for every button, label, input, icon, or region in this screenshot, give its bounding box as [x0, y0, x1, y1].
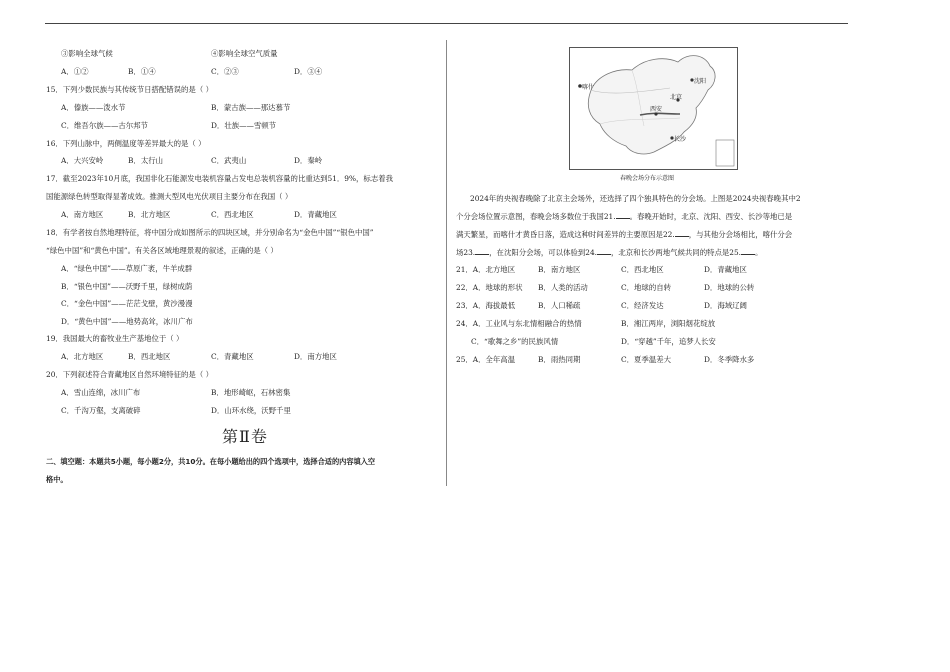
header-rule — [45, 23, 848, 24]
q23-choice-b: B．人口稀疏 — [538, 301, 581, 310]
blank-25[interactable] — [741, 248, 755, 255]
blank-21[interactable] — [616, 212, 630, 219]
q19-stem: 19．我国最大的畜牧业生产基地位于（ ） — [46, 334, 184, 343]
q15-stem: 15．下列少数民族与其传统节日搭配错误的是（ ） — [46, 85, 213, 94]
q22-choice-d: D．地球的公转 — [704, 283, 755, 292]
q20-choice-b: B．地形崎岖，石林密集 — [211, 388, 291, 397]
passage-line4c: ，北京和长沙两地气候共同的特点是25. — [611, 248, 742, 257]
q20-choice-c: C．千沟万壑，支离破碎 — [61, 406, 141, 415]
q14-choice-b: B．①④ — [128, 67, 156, 76]
q15-choice-b: B．蒙古族——那达慕节 — [211, 103, 291, 112]
q18-line1: 18．有学者按自然地理特征，将中国分成如图所示的四块区域，并分别命名为“金色中国”“银色中国” — [46, 228, 374, 237]
passage-line2a: 个分会场位置示意图，春晚会场多数位于我国21. — [456, 212, 616, 221]
passage-line2b: 。春晚开始时，北京、沈阳、西安、长沙等地已是 — [629, 212, 793, 221]
q17-line1: 17．截至2023年10月底，我国非化石能源发电装机容量占发电总装机容量的比重达到51．9%，标志着我 — [46, 174, 393, 183]
q17-choice-d: D．青藏地区 — [294, 210, 337, 219]
map-label-shenyang: 沈阳 — [694, 78, 707, 85]
q21-choice-c: C．西北地区 — [621, 265, 664, 274]
q24-choice-c: C．“歌舞之乡”的民族风情 — [471, 337, 559, 346]
q24-choice-a: 24．A．工业风与东北情相融合的热情 — [456, 319, 582, 328]
q25-choice-c: C．夏季温差大 — [621, 355, 671, 364]
blank-22[interactable] — [675, 230, 689, 237]
q17-choice-a: A．南方地区 — [61, 210, 104, 219]
q24-choice-d: D．“穿越”千年，追梦人长安 — [621, 337, 716, 346]
q18-line2: “绿色中国”和“黄色中国”。有关各区域地理景观的叙述，正确的是（ ） — [46, 246, 278, 255]
q21-choice-a: 21．A．北方地区 — [456, 265, 516, 274]
q19-choice-a: A．北方地区 — [61, 352, 104, 361]
q16-stem: 16．下列山脉中，两侧温度等差异最大的是（ ） — [46, 139, 206, 148]
blank-23[interactable] — [475, 248, 489, 255]
passage-line3a: 满天繁星，而喀什才黄昏日落，造成这种时间差异的主要原因是22. — [456, 230, 675, 239]
instructions-line1: 二、填空题：本题共5小题，每小题2分，共10分。在每小题给出的四个选项中，选择合适的内容填入空 — [46, 457, 376, 466]
q20-stem: 20．下列叙述符合青藏地区自然环境特征的是（ ） — [46, 370, 213, 379]
q23-choice-d: D．海域辽阔 — [704, 301, 747, 310]
q22-choice-b: B．人类的活动 — [538, 283, 588, 292]
q20-choice-d: D．山环水绕，沃野千里 — [211, 406, 291, 415]
q24-choice-b: B．湘江两岸，浏阳烟花绽放 — [621, 319, 716, 328]
section-title: 第Ⅱ卷 — [222, 427, 268, 446]
map-caption: 春晚会场分布示意图 — [620, 175, 675, 182]
blank-24[interactable] — [597, 248, 611, 255]
map-label-kashgar: 喀什 — [582, 84, 595, 91]
q15-choice-c: C．维吾尔族——古尔邦节 — [61, 121, 148, 130]
q22-choice-c: C．地球的自转 — [621, 283, 671, 292]
q23-choice-c: C．经济发达 — [621, 301, 664, 310]
q25-choice-b: B．雨热同期 — [538, 355, 581, 364]
passage-line4d: 。 — [755, 248, 763, 257]
passage-line4b: ，在沈阳分会场，可以体验到24. — [489, 248, 597, 257]
q14-option-3: ③影响全球气候 — [61, 49, 113, 58]
q16-choice-c: C．武夷山 — [211, 156, 247, 165]
map-label-beijing: 北京 — [670, 94, 683, 101]
q20-choice-a: A．雪山连绵，冰川广布 — [61, 388, 141, 397]
q17-line2: 国能源绿色转型取得显著成效。推测大型风电光伏项目主要分布在我国（ ） — [46, 192, 293, 201]
passage-line4 — [456, 244, 848, 262]
q23-choice-a: 23．A．海拔最低 — [456, 301, 516, 310]
passage-line3 — [456, 226, 848, 244]
passage-line3b: ，与其他分会场相比，喀什分会 — [688, 230, 793, 239]
q25-choice-d: D．冬季降水多 — [704, 355, 755, 364]
q17-choice-c: C．西北地区 — [211, 210, 254, 219]
q18-choice-d: D．“黄色中国”——地势高耸，冰川广布 — [61, 317, 193, 326]
q15-choice-a: A．傣族——泼水节 — [61, 103, 126, 112]
passage-line4a: 场23. — [456, 248, 476, 257]
q19-choice-c: C．青藏地区 — [211, 352, 254, 361]
q25-choice-a: 25．A．全年高温 — [456, 355, 516, 364]
q19-choice-b: B．西北地区 — [128, 352, 171, 361]
q18-choice-c: C．“金色中国”——茫茫戈壁，黄沙漫漫 — [61, 299, 193, 308]
q22-choice-a: 22．A．地球的形状 — [456, 283, 523, 292]
q14-choice-d: D．③④ — [294, 67, 323, 76]
passage-line2 — [456, 208, 848, 226]
column-divider — [446, 40, 447, 486]
q21-choice-d: D．青藏地区 — [704, 265, 747, 274]
q15-choice-d: D．壮族——雪顿节 — [211, 121, 277, 130]
map-label-xian: 西安 — [650, 106, 663, 113]
instructions-line2: 格中。 — [46, 475, 68, 484]
q17-choice-b: B．北方地区 — [128, 210, 171, 219]
q18-choice-a: A．“绿色中国”——草原广袤，牛羊成群 — [61, 264, 193, 273]
map-label-changsha: 长沙 — [674, 136, 687, 143]
q16-choice-d: D．秦岭 — [294, 156, 323, 165]
q16-choice-b: B．太行山 — [128, 156, 163, 165]
q18-choice-b: B．“银色中国”——沃野千里，绿树成荫 — [61, 282, 193, 291]
china-map-figure — [569, 47, 738, 170]
q16-choice-a: A．大兴安岭 — [61, 156, 104, 165]
q19-choice-d: D．南方地区 — [294, 352, 337, 361]
china-map-svg — [570, 48, 737, 169]
q14-option-4: ④影响全球空气质量 — [211, 49, 278, 58]
q14-choice-c: C．②③ — [211, 67, 239, 76]
q14-choice-a: A．①② — [61, 67, 89, 76]
q21-choice-b: B．南方地区 — [538, 265, 581, 274]
passage-line1: 2024年的央视春晚除了北京主会场外，还选择了四个独具特色的分会场。上图是2024央视春晚其中2 — [470, 194, 801, 203]
passage — [456, 190, 848, 262]
